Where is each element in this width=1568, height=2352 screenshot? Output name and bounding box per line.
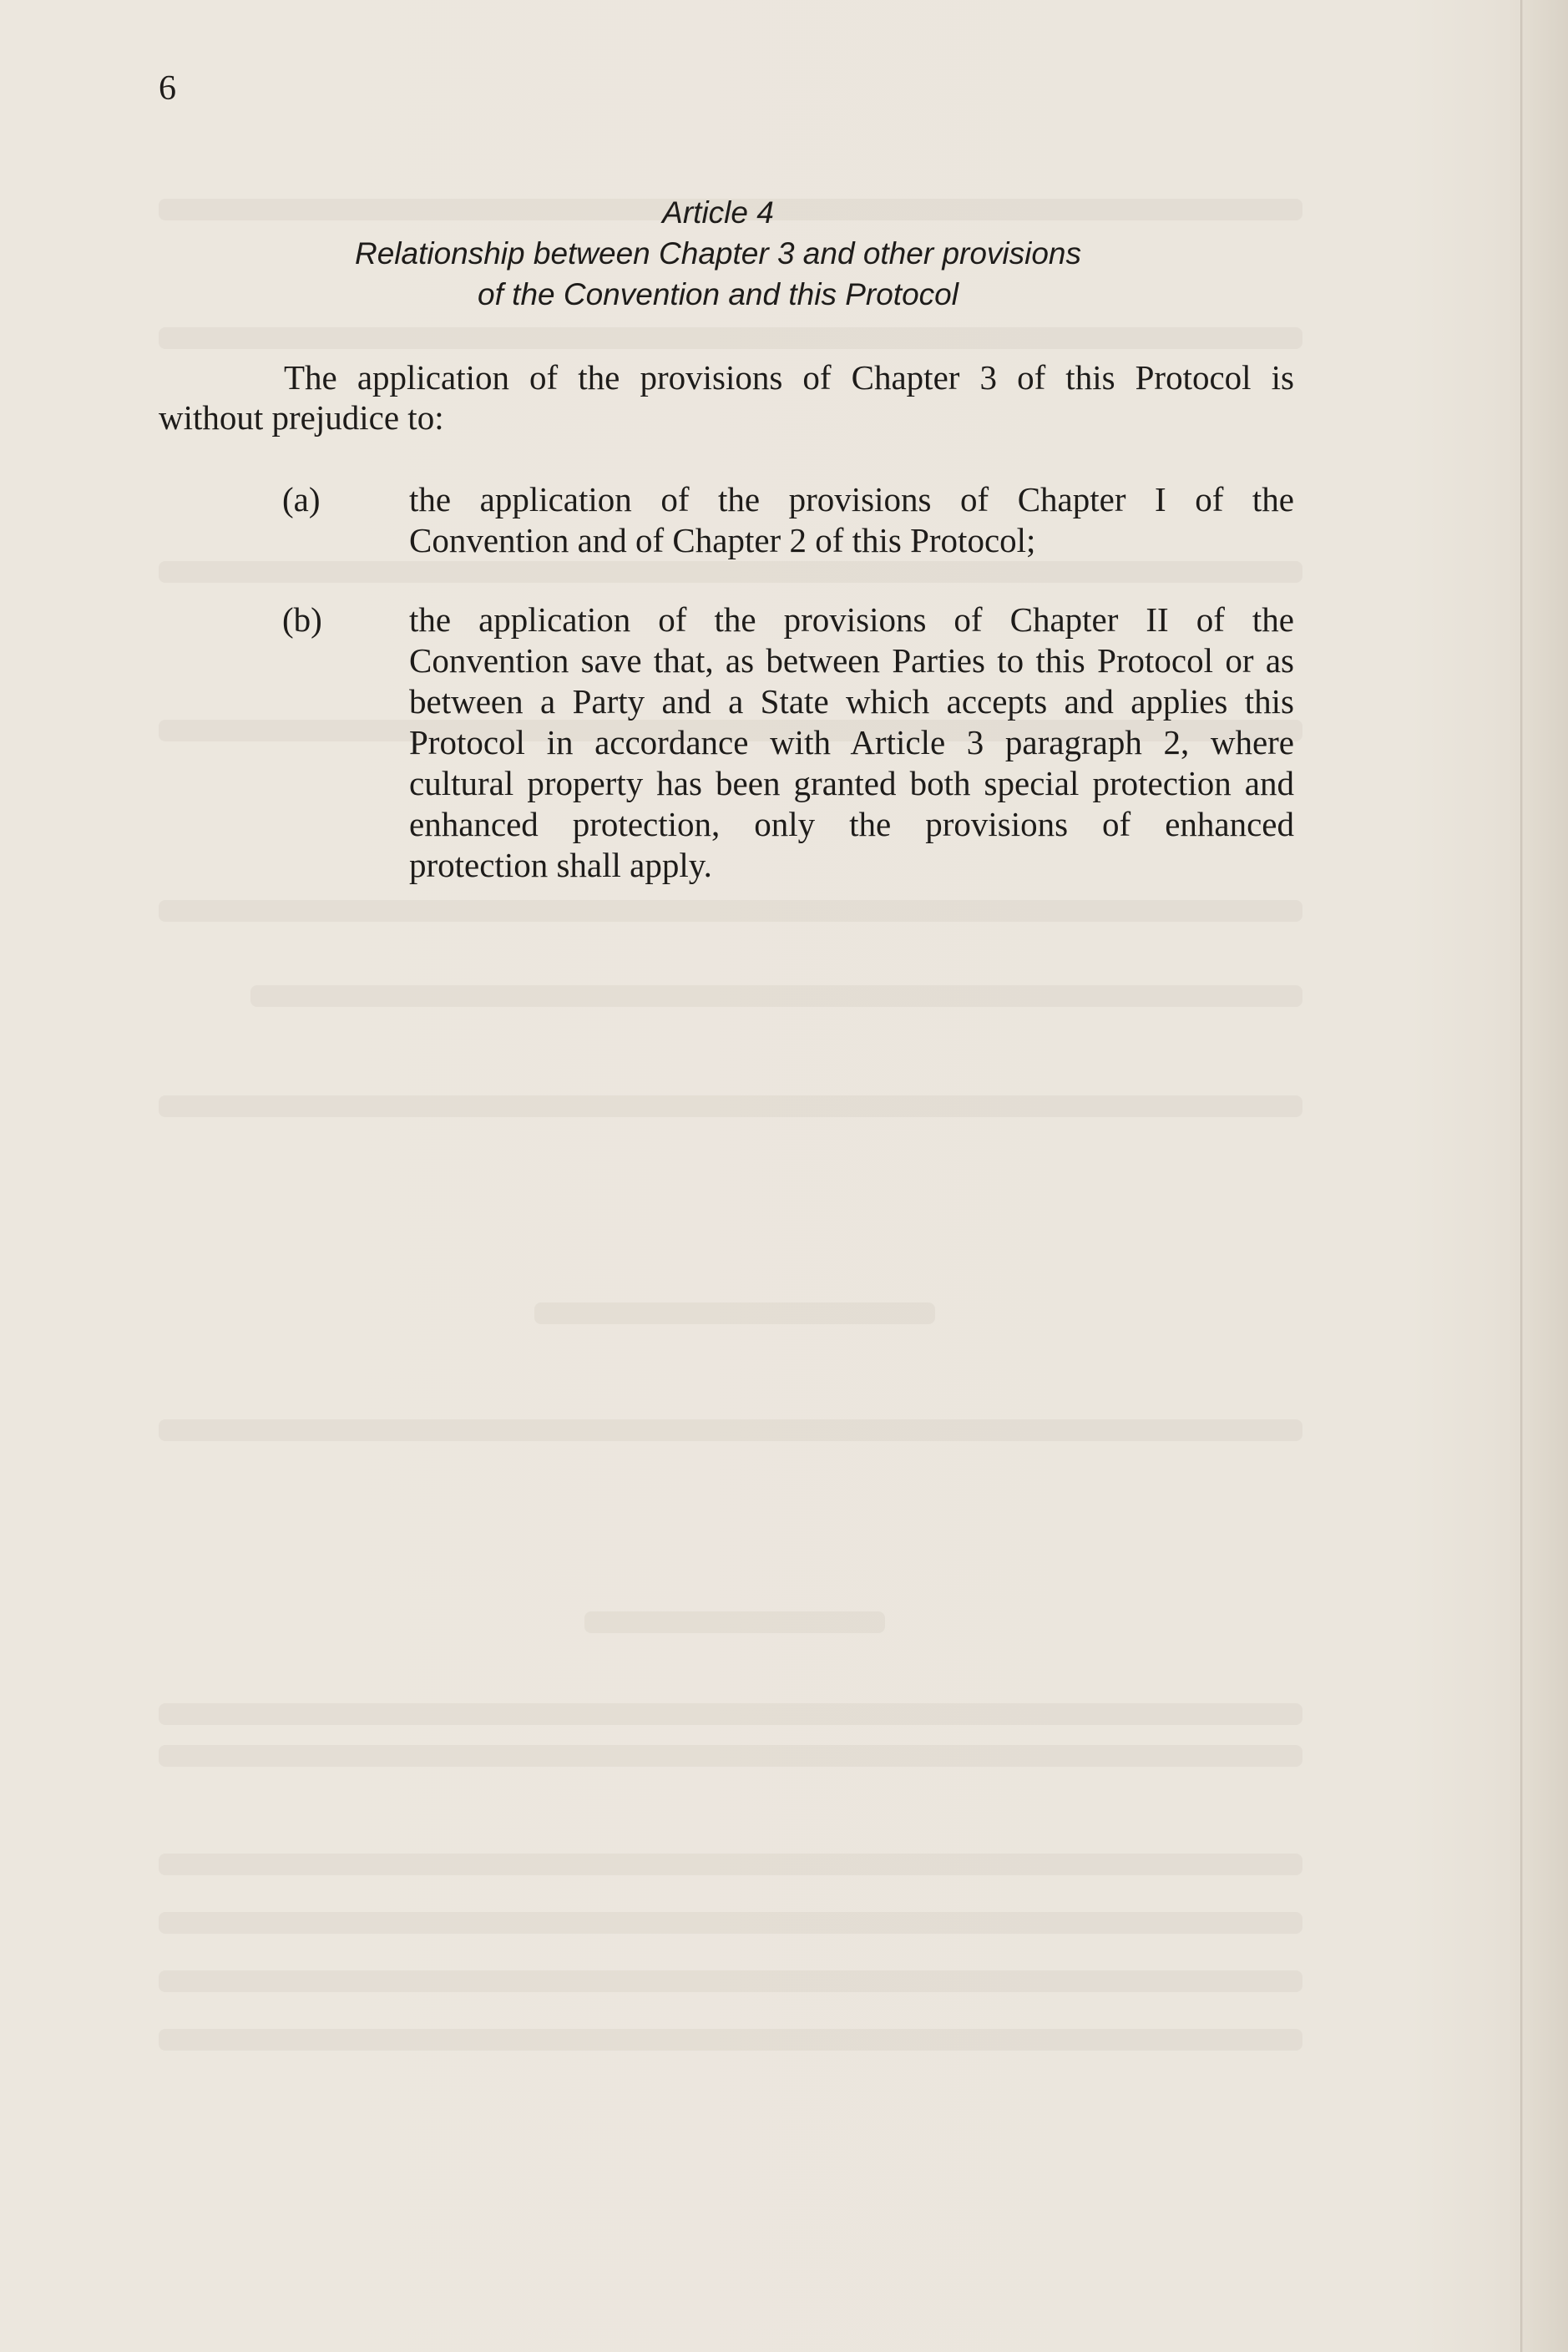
- article-title-line-2: of the Convention and this Protocol: [478, 277, 959, 311]
- list-item-line: the application of the provisions of Chapter I of the: [409, 480, 1294, 518]
- list-item-line: enhanced protection, only the provisions of enhanced: [409, 805, 1294, 843]
- adjacent-page-edge: [1523, 0, 1568, 2352]
- intro-line-1: The application of the provisions of Chapter 3 of this Protocol is: [284, 358, 1294, 397]
- list-item-line: cultural property has been granted both special protection and: [409, 764, 1294, 802]
- list-item-line: Convention save that, as between Parties to this Protocol or as: [409, 641, 1294, 680]
- page-number: 6: [159, 69, 176, 108]
- list-item-line: protection shall apply.: [409, 846, 712, 884]
- list-item-line: Protocol in accordance with Article 3 paragraph 2, where: [409, 723, 1294, 761]
- intro-line-2: without prejudice to:: [159, 398, 444, 437]
- article-title-line-1: Relationship between Chapter 3 and other provisions: [354, 236, 1082, 271]
- list-item-label: (a): [282, 480, 321, 518]
- page-fold-shadow: [1520, 0, 1523, 2352]
- list-item-line: the application of the provisions of Chapter II of the: [409, 600, 1294, 639]
- article-heading: [317, 192, 1119, 315]
- list-item-line: between a Party and a State which accepts and applies this: [409, 682, 1294, 721]
- list-item-label: (b): [282, 600, 322, 639]
- intro-paragraph: [159, 357, 1294, 438]
- article-number: Article 4: [662, 195, 774, 230]
- list-item-line: Convention and of Chapter 2 of this Protocol;: [409, 521, 1036, 559]
- list-item-text: [409, 599, 1294, 886]
- list-item-text: [409, 479, 1294, 561]
